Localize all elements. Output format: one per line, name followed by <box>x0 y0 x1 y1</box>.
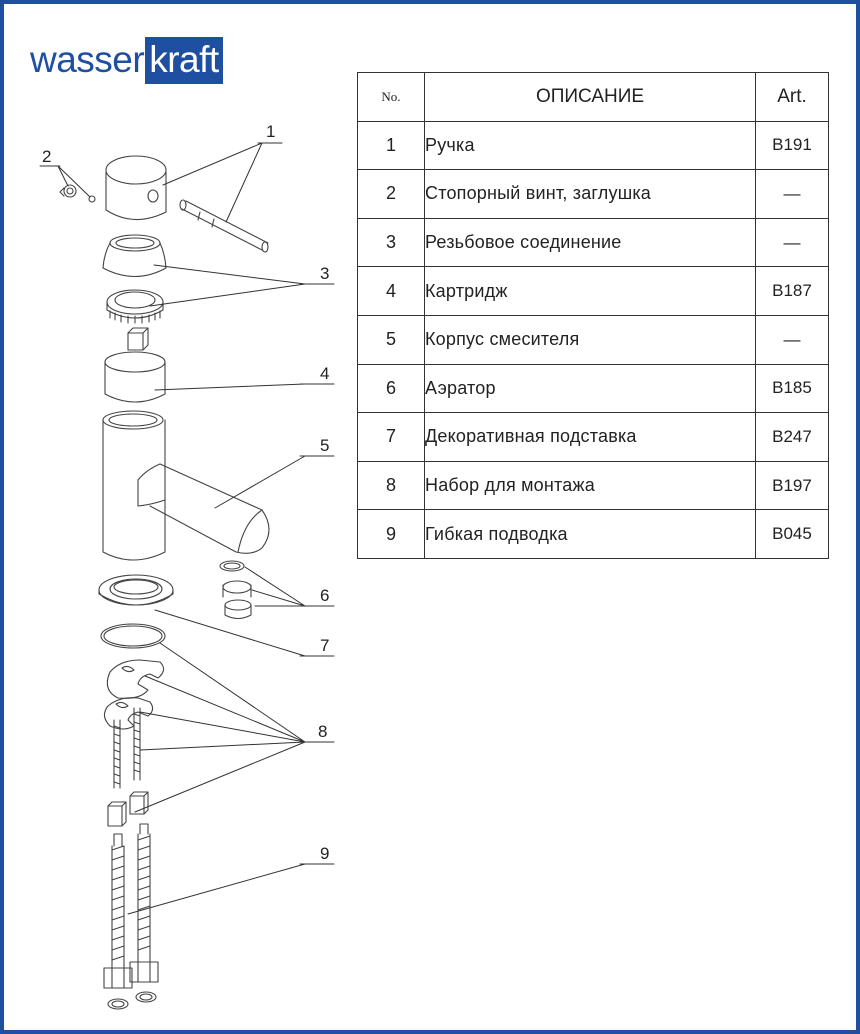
row-art: — <box>756 170 829 219</box>
callout-4: 4 <box>320 364 330 383</box>
row-number: 2 <box>358 170 425 219</box>
row-art: B191 <box>756 121 829 170</box>
row-description: Картридж <box>425 267 756 316</box>
header-no: No. <box>358 73 425 122</box>
row-description: Декоративная подставка <box>425 413 756 462</box>
row-description: Аэратор <box>425 364 756 413</box>
callout-7: 7 <box>320 636 330 655</box>
row-number: 3 <box>358 218 425 267</box>
row-art: B197 <box>756 461 829 510</box>
row-description: Корпус смесителя <box>425 315 756 364</box>
set-screw-part <box>60 185 95 202</box>
row-art: B185 <box>756 364 829 413</box>
row-description: Резьбовое соединение <box>425 218 756 267</box>
mixer-body-part <box>103 411 269 560</box>
row-description: Ручка <box>425 121 756 170</box>
callout-8: 8 <box>318 722 328 741</box>
row-number: 7 <box>358 413 425 462</box>
threaded-connection-part <box>103 235 166 323</box>
flexible-hose-part <box>104 824 158 1009</box>
row-number: 1 <box>358 121 425 170</box>
callout-9: 9 <box>320 844 330 863</box>
callout-6: 6 <box>320 586 330 605</box>
leader-lines <box>40 143 334 914</box>
header-description: ОПИСАНИЕ <box>425 73 756 122</box>
decorative-base-part <box>99 575 173 605</box>
row-number: 6 <box>358 364 425 413</box>
mounting-kit-part <box>101 624 165 826</box>
row-number: 9 <box>358 510 425 559</box>
row-number: 4 <box>358 267 425 316</box>
callout-5: 5 <box>320 436 330 455</box>
row-description: Стопорный винт, заглушка <box>425 170 756 219</box>
row-art: B045 <box>756 510 829 559</box>
brand-logo-text: wasser <box>30 39 145 80</box>
row-art: — <box>756 315 829 364</box>
row-art: — <box>756 218 829 267</box>
header-art: Art. <box>756 73 829 122</box>
row-description: Гибкая подводка <box>425 510 756 559</box>
cartridge-part <box>105 328 165 402</box>
callout-labels <box>42 122 329 863</box>
row-art: B187 <box>756 267 829 316</box>
callout-3: 3 <box>320 264 330 283</box>
row-number: 5 <box>358 315 425 364</box>
row-number: 8 <box>358 461 425 510</box>
callout-2: 2 <box>42 147 52 166</box>
aerator-part <box>220 561 251 619</box>
brand-logo-box-text: kraft <box>145 37 222 84</box>
row-description: Набор для монтажа <box>425 461 756 510</box>
row-art: B247 <box>756 413 829 462</box>
callout-1: 1 <box>266 122 276 141</box>
